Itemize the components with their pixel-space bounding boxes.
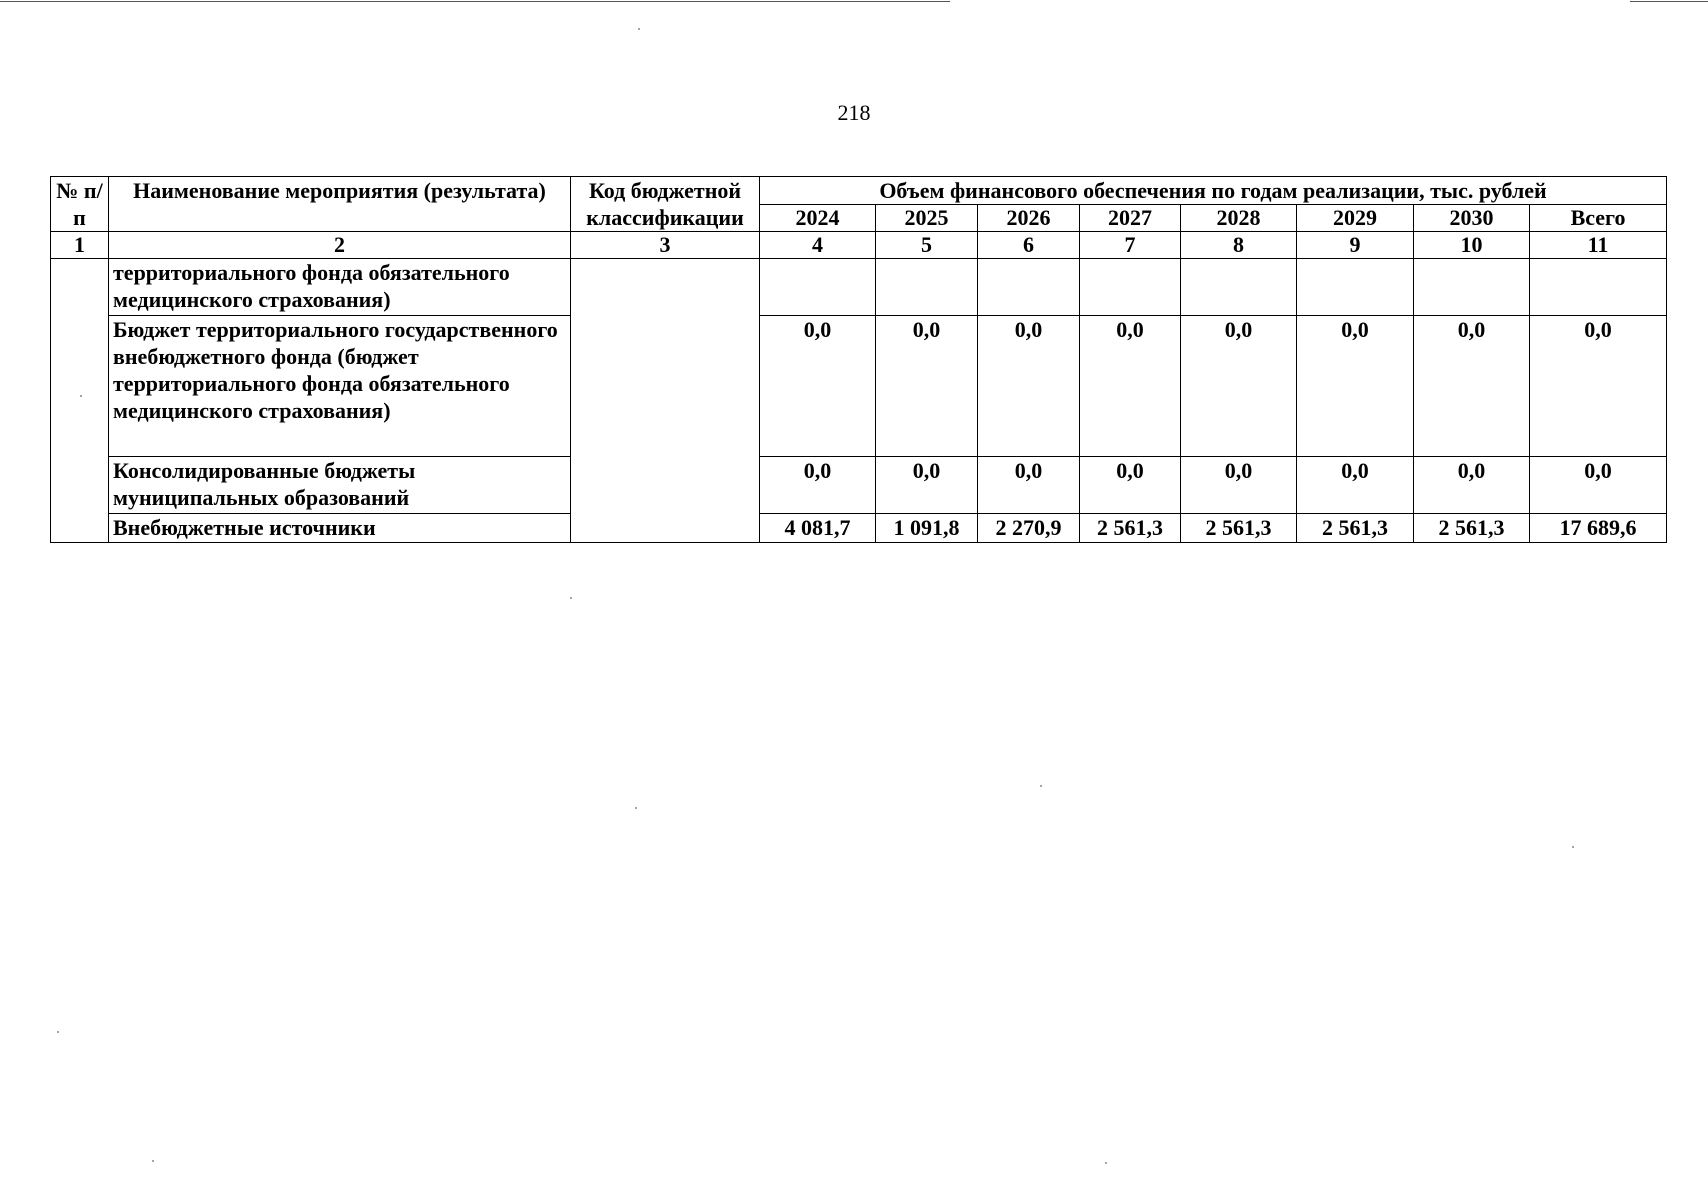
value-cell [1414,259,1530,316]
column-number: 10 [1414,232,1530,259]
value-cell: 0,0 [1080,316,1181,457]
column-number: 11 [1530,232,1667,259]
header-row-1 [51,177,1667,205]
column-number: 1 [51,232,109,259]
scan-speck [57,1031,59,1033]
value-cell: 2 561,3 [1414,514,1530,543]
table-row [51,316,1667,457]
table-row [51,259,1667,316]
value-cell [1530,259,1667,316]
row-name: Внебюджетные источники [109,514,571,543]
column-number: 8 [1181,232,1297,259]
scan-speck [638,28,640,30]
value-cell: 0,0 [1414,316,1530,457]
header-year: 2025 [876,205,978,232]
column-number: 6 [978,232,1080,259]
column-number: 9 [1297,232,1414,259]
column-number: 3 [571,232,760,259]
value-cell: 1 091,8 [876,514,978,543]
value-cell: 2 561,3 [1080,514,1181,543]
column-number: 7 [1080,232,1181,259]
scan-speck [1572,846,1574,848]
row-number-cell [51,259,109,543]
table-row [51,457,1667,514]
header-group-title: Объем финансового обеспечения по годам реализации, тыс. рублей [760,177,1667,205]
scan-speck [570,597,572,599]
header-col-code: Код бюджетной классификации [571,177,760,232]
value-cell: 0,0 [1414,457,1530,514]
row-name: территориального фонда обязательного медицинского страхования) [109,259,571,316]
value-cell: 0,0 [760,316,876,457]
page-number: 218 [837,100,871,125]
table-row [51,514,1667,543]
value-cell: 0,0 [1530,457,1667,514]
value-cell: 0,0 [978,316,1080,457]
value-cell: 2 561,3 [1181,514,1297,543]
header-year: 2028 [1181,205,1297,232]
column-number: 5 [876,232,978,259]
header-year: 2029 [1297,205,1414,232]
header-year: 2027 [1080,205,1181,232]
top-rule-right [1630,1,1708,2]
scan-speck [635,807,637,809]
header-year: 2030 [1414,205,1530,232]
header-year: 2024 [760,205,876,232]
scan-speck [152,1160,154,1162]
value-cell: 0,0 [1297,457,1414,514]
value-cell: 0,0 [978,457,1080,514]
column-number: 2 [109,232,571,259]
scan-speck [1040,785,1042,787]
scan-speck [1105,1162,1107,1164]
value-cell: 0,0 [876,457,978,514]
column-number: 4 [760,232,876,259]
value-cell [876,259,978,316]
value-cell [760,259,876,316]
header-col-name: Наименование мероприятия (результата) [109,177,571,232]
column-numbers-row [51,232,1667,259]
value-cell: 0,0 [1181,457,1297,514]
value-cell: 0,0 [1297,316,1414,457]
value-cell: 0,0 [1530,316,1667,457]
header-year: 2026 [978,205,1080,232]
scan-speck [80,395,82,397]
value-cell: 0,0 [1181,316,1297,457]
value-cell [1181,259,1297,316]
value-cell [978,259,1080,316]
value-cell [1297,259,1414,316]
value-cell: 4 081,7 [760,514,876,543]
row-name: Консолидированные бюджеты муниципальных образований [109,457,571,514]
budget-code-cell [571,259,760,543]
value-cell: 0,0 [1080,457,1181,514]
value-cell: 0,0 [876,316,978,457]
header-col-no: № п/п [51,177,109,232]
value-cell: 2 561,3 [1297,514,1414,543]
value-cell: 17 689,6 [1530,514,1667,543]
row-name: Бюджет территориального государственного внебюджетного фонда (бюджет территориального фонда обязательного медицинского страхования) [109,316,571,457]
header-total: Всего [1530,205,1667,232]
value-cell: 2 270,9 [978,514,1080,543]
financing-table [50,176,1667,543]
value-cell [1080,259,1181,316]
value-cell: 0,0 [760,457,876,514]
top-rule-left [0,1,950,2]
